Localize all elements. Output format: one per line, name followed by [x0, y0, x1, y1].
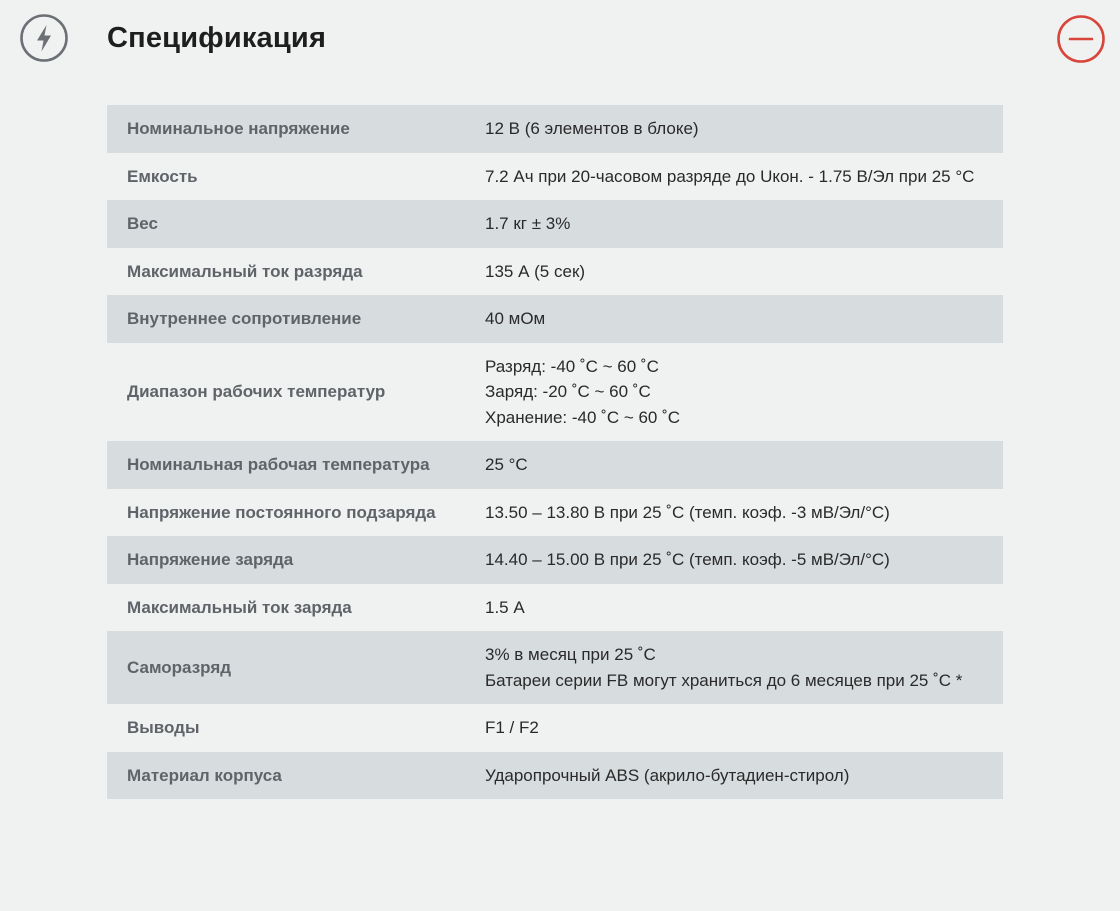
spec-label: Напряжение постоянного подзаряда — [127, 502, 436, 522]
spec-value-line: 13.50 – 13.80 В при 25 ˚C (темп. коэф. -3 мВ/Эл/°C) — [485, 502, 890, 522]
spec-label: Максимальный ток разряда — [127, 261, 363, 281]
specification-table — [107, 105, 1003, 799]
spec-value-line: 3% в месяц при 25 ˚C — [485, 645, 656, 664]
spec-row — [107, 153, 1003, 201]
spec-value-line: 135 А (5 сек) — [485, 261, 586, 281]
collapse-button[interactable] — [1056, 14, 1106, 64]
spec-value — [465, 584, 1003, 632]
spec-label: Вес — [107, 200, 465, 248]
spec-value-line: 1.5 А — [485, 597, 525, 617]
spec-value — [465, 631, 1003, 704]
spec-label: Емкость — [127, 166, 198, 186]
spec-row — [107, 441, 1003, 489]
spec-label: Внутреннее сопротивление — [107, 295, 465, 343]
spec-value-line: Ударопрочный ABS (акрило-бутадиен-стирол) — [485, 765, 850, 785]
spec-row — [107, 248, 1003, 296]
spec-row — [107, 752, 1003, 800]
spec-row — [107, 631, 1003, 704]
spec-value — [465, 704, 1003, 752]
spec-label: Напряжение заряда — [107, 536, 465, 584]
spec-value-line: 25 °C — [485, 455, 528, 474]
spec-row — [107, 704, 1003, 752]
spec-value-line: Разряд: -40 ˚C ~ 60 ˚C — [485, 356, 659, 376]
spec-label: Диапазон рабочих температур — [127, 382, 386, 401]
spec-value — [465, 441, 1003, 489]
spec-label: Номинальное напряжение — [107, 105, 465, 153]
spec-value — [465, 248, 1003, 296]
spec-row — [107, 295, 1003, 343]
spec-value-line: F1 / F2 — [485, 718, 539, 737]
lightning-bolt-icon — [19, 13, 69, 63]
spec-label: Максимальный ток заряда — [127, 597, 352, 617]
spec-label: Материал корпуса — [107, 752, 465, 800]
spec-value-line: Хранение: -40 ˚C ~ 60 ˚C — [485, 407, 681, 427]
spec-row — [107, 489, 1003, 537]
spec-value — [465, 536, 1003, 584]
spec-value — [465, 153, 1003, 201]
spec-row — [107, 584, 1003, 632]
specification-table-body — [107, 105, 1003, 799]
spec-row — [107, 536, 1003, 584]
spec-label: Номинальная рабочая температура — [107, 441, 465, 489]
spec-value-line: 12 В (6 элементов в блоке) — [485, 119, 699, 138]
spec-label: Саморазряд — [107, 631, 465, 704]
spec-value-line: 1.7 кг ± 3% — [485, 214, 571, 233]
spec-row — [107, 200, 1003, 248]
spec-value — [465, 343, 1003, 442]
minus-circle-icon — [1056, 14, 1106, 64]
spec-value — [465, 295, 1003, 343]
spec-row — [107, 105, 1003, 153]
spec-value-line: Батареи серии FB могут храниться до 6 месяцев при 25 ˚C * — [485, 670, 963, 690]
spec-value-line: 40 мОм — [485, 309, 546, 328]
spec-value-line: Заряд: -20 ˚C ~ 60 ˚C — [485, 382, 651, 401]
spec-row — [107, 343, 1003, 442]
spec-value-line: 14.40 – 15.00 В при 25 ˚C (темп. коэф. -5 мВ/Эл/°C) — [485, 550, 890, 569]
spec-value — [465, 105, 1003, 153]
spec-value — [465, 489, 1003, 537]
section-title: Спецификация — [107, 22, 327, 54]
spec-value — [465, 752, 1003, 800]
spec-label: Выводы — [127, 718, 200, 737]
spec-value — [465, 200, 1003, 248]
spec-section-header — [0, 0, 1120, 80]
spec-value-line: 7.2 Ач при 20-часовом разряде до Uкон. - 1.75 В/Эл при 25 °C — [485, 166, 975, 186]
